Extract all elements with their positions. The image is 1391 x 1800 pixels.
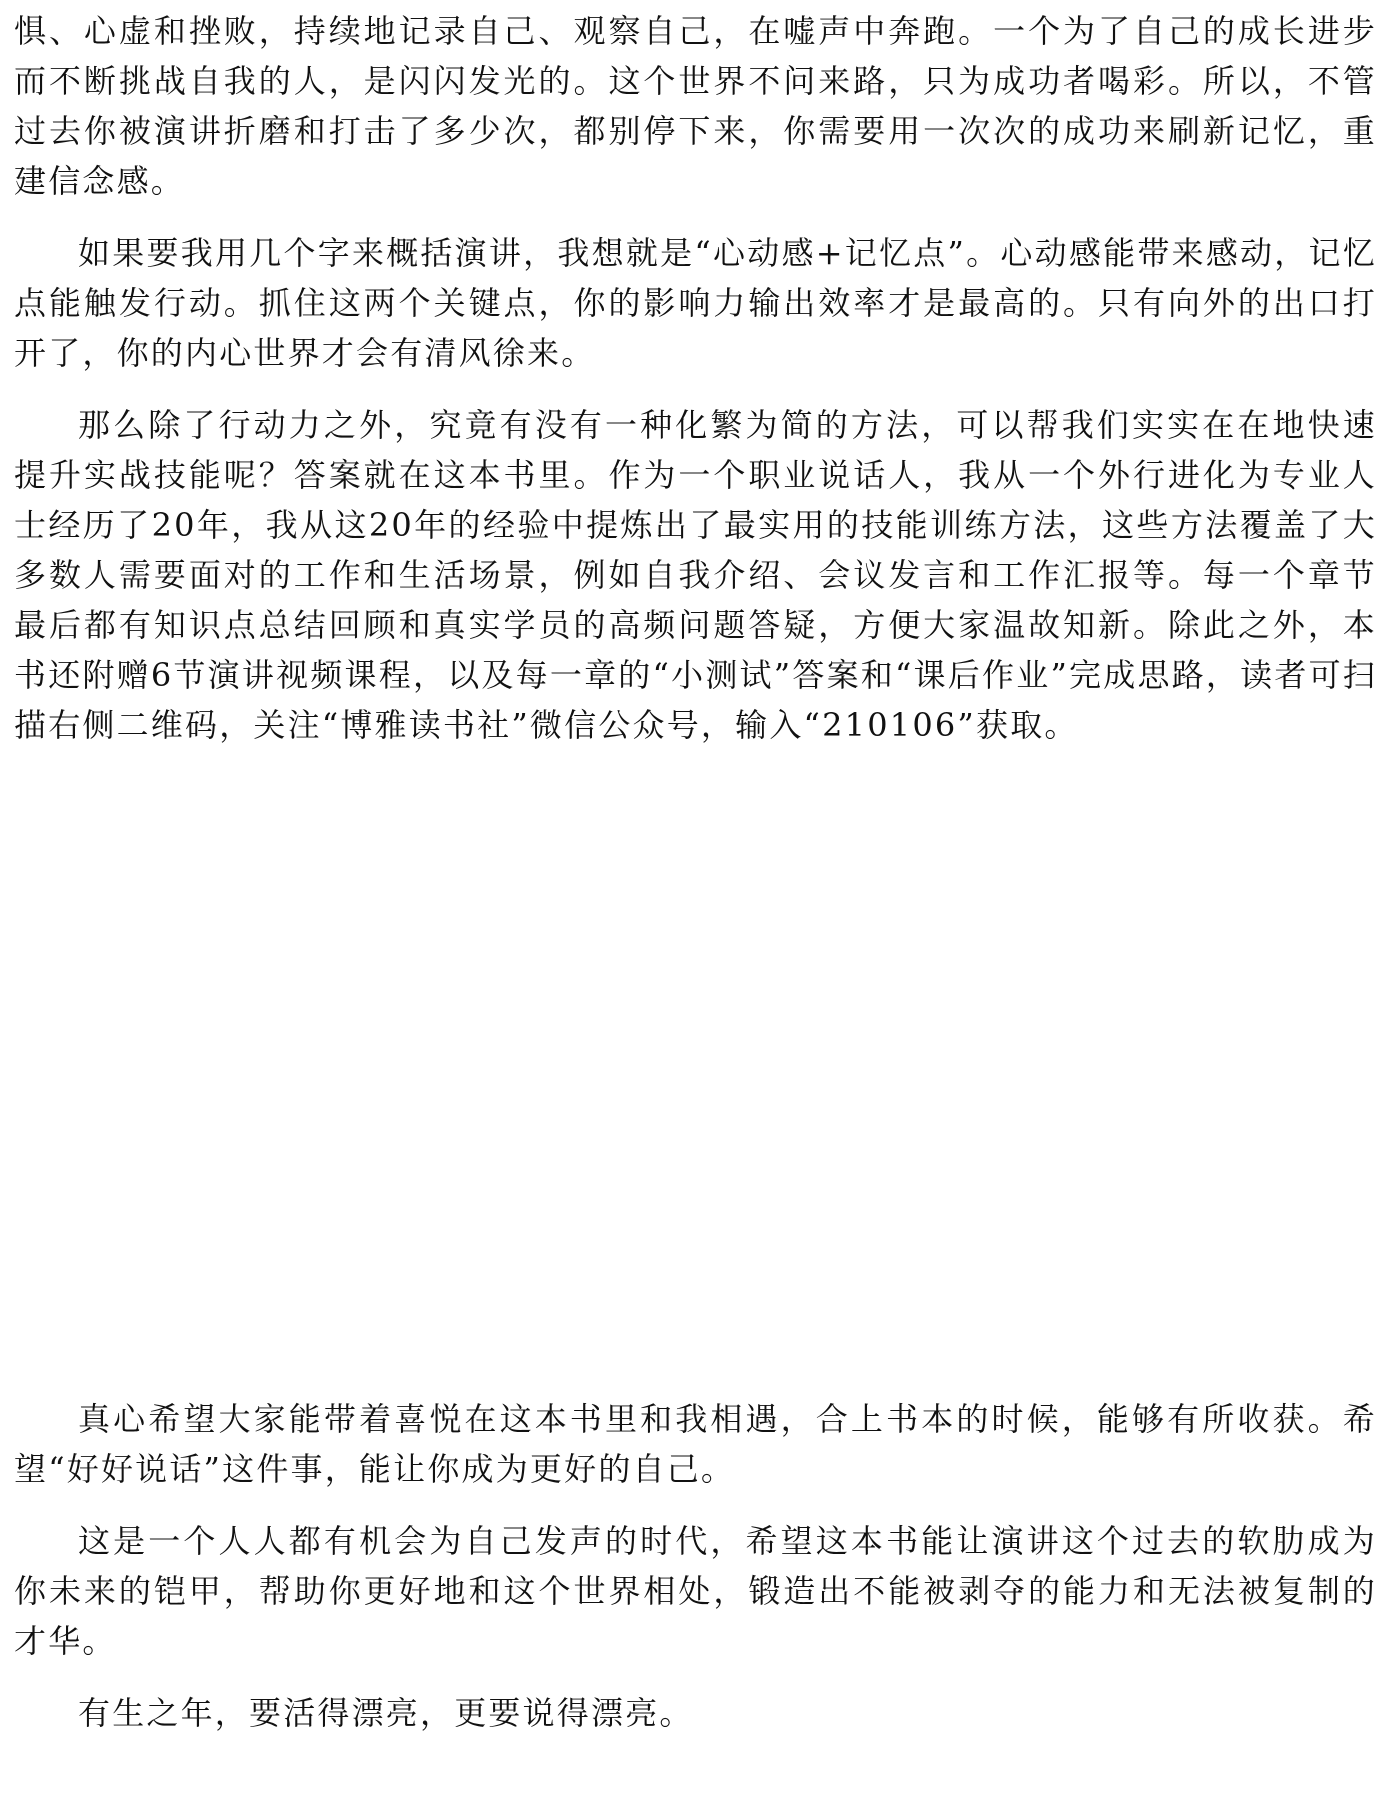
paragraph-closing: 有生之年，要活得漂亮，更要说得漂亮。	[78, 1694, 694, 1732]
paragraph-speech-summary: 如果要我用几个字来概括演讲，我想就是“心动感+记忆点”。心动感能带来感动，记忆点能触发行动。抓住这两个关键点，你的影响力输出效率才是最高的。只有向外的出口打开了，你的内心世界才会有清风徐来。	[14, 234, 1377, 372]
document-page	[14, 0, 1377, 1800]
paragraph-era: 这是一个人人都有机会为自己发声的时代，希望这本书能让演讲这个过去的软肋成为你未来的铠甲，帮助你更好地和这个世界相处，锻造出不能被剥夺的能力和无法被复制的才华。	[14, 1522, 1377, 1660]
paragraph-continued: 惧、心虚和挫败，持续地记录自己、观察自己，在嘘声中奔跑。一个为了自己的成长进步而不断挑战自我的人，是闪闪发光的。这个世界不问来路，只为成功者喝彩。所以，不管过去你被演讲折磨和打击了多少次，都别停下来，你需要用一次次的成功来刷新记忆，重建信念感。	[14, 12, 1377, 200]
paragraph-wish: 真心希望大家能带着喜悦在这本书里和我相遇，合上书本的时候，能够有所收获。希望“好好说话”这件事，能让你成为更好的自己。	[14, 1400, 1377, 1488]
paragraph-book-intro: 那么除了行动力之外，究竟有没有一种化繁为简的方法，可以帮我们实实在在地快速提升实战技能呢？答案就在这本书里。作为一个职业说话人，我从一个外行进化为专业人士经历了20年，我从这20年的经验中提炼出了最实用的技能训练方法，这些方法覆盖了大多数人需要面对的工作和生活场景，例如自我介绍、会议发言和工作汇报等。每一个章节最后都有知识点总结回顾和真实学员的高频问题答疑，方便大家温故知新。除此之外，本书还附赠6节演讲视频课程，以及每一章的“小测试”答案和“课后作业”完成思路，读者可扫描右侧二维码，关注“博雅读书社”微信公众号，输入“210106”获取。	[14, 406, 1377, 744]
